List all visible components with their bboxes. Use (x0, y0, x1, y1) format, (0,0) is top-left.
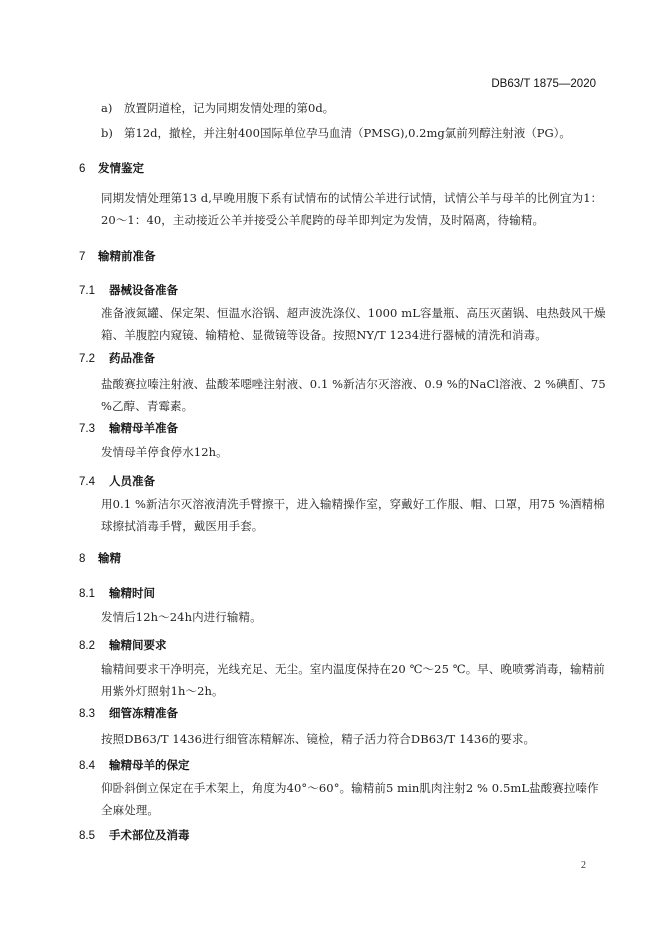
list-marker: b) (101, 126, 113, 140)
paragraph-7-1: 准备液氮罐、保定架、恒温水浴锅、超声波洗涤仪、1000 mL容量瓶、高压灭菌锅、电热鼓风干燥箱、羊腹腔内窥镜、输精枪、显微镜等设备。按照NY/T 1234进行器械的清洗和消毒。 (101, 306, 606, 342)
heading-6 (79, 160, 144, 176)
list-item-b (101, 125, 571, 141)
paragraph-8-3: 按照DB63/T 1436进行细管冻精解冻、镜检，精子活力符合DB63/T 1436的要求。 (101, 732, 536, 746)
paragraph-8-4: 仰卧斜倒立保定在手术架上，角度为40°～60°。输精前5 min肌肉注射2 % 0.5mL盐酸赛拉嗪作全麻处理。 (101, 781, 599, 817)
list-text: 第12d，撤栓，并注射400国际单位孕马血清（PMSG),0.2mg氯前列醇注射液（PG）。 (124, 126, 571, 140)
heading-8-3 (79, 705, 178, 721)
heading-title: 输精母羊准备 (109, 423, 178, 435)
heading-number: 6 (79, 163, 86, 175)
paragraph-7-4: 用0.1 %新洁尔灭溶液清洗手臂擦干，进入输精操作室，穿戴好工作服、帽、口罩，用75 %酒精棉球擦拭消毒手臂，戴医用手套。 (101, 497, 605, 533)
heading-number: 7.4 (79, 476, 95, 488)
paragraph-8-2: 输精间要求干净明亮，光线充足、无尘。室内温度保持在20 ℃～25 ℃。早、晚喷雾消毒，输精前用紫外灯照射1h～2h。 (101, 662, 605, 698)
page-number: 2 (581, 860, 586, 871)
heading-title: 细管冻精准备 (109, 708, 178, 720)
heading-title: 发情鉴定 (98, 163, 144, 175)
heading-title: 输精前准备 (98, 251, 156, 263)
heading-title: 输精间要求 (109, 640, 167, 652)
heading-title: 手术部位及消毒 (109, 830, 190, 842)
list-item-a (101, 100, 334, 116)
paragraph-7-2: 盐酸赛拉嗪注射液、盐酸苯噁唑注射液、0.1 %新洁尔灭溶液、0.9 %的NaCl溶液、2 %碘酊、75 %乙醇、青霉素。 (101, 377, 606, 413)
heading-7-1 (79, 282, 178, 298)
heading-title: 器械设备准备 (109, 285, 178, 297)
heading-number: 8.2 (79, 640, 95, 652)
heading-title: 人员准备 (109, 476, 155, 488)
heading-8-2 (79, 637, 167, 653)
heading-8-4 (79, 757, 190, 773)
paragraph-6: 同期发情处理第13 d,早晚用腹下系有试情布的试情公羊进行试情，试情公羊与母羊的比例宜为1：20～1：40，主动接近公羊并接受公羊爬跨的母羊即判定为发情，及时隔离，待输精。 (101, 191, 603, 227)
heading-title: 输精时间 (109, 588, 155, 600)
doc-header-id: DB63/T 1875—2020 (491, 78, 596, 90)
heading-number: 8.1 (79, 588, 95, 600)
heading-7 (79, 248, 156, 264)
heading-number: 8.5 (79, 830, 95, 842)
heading-number: 8.3 (79, 708, 95, 720)
heading-7-2 (79, 350, 155, 366)
heading-8 (79, 550, 121, 566)
heading-title: 输精母羊的保定 (109, 760, 190, 772)
paragraph-7-3: 发情母羊停食停水12h。 (101, 445, 228, 459)
heading-8-1 (79, 585, 155, 601)
heading-number: 7.1 (79, 285, 95, 297)
paragraph-8-1: 发情后12h～24h内进行输精。 (101, 610, 262, 624)
heading-7-3 (79, 420, 178, 436)
heading-title: 药品准备 (109, 353, 155, 365)
heading-number: 7.2 (79, 353, 95, 365)
heading-number: 7.3 (79, 423, 95, 435)
list-text: 放置阴道栓，记为同期发情处理的第0d。 (124, 101, 335, 115)
heading-title: 输精 (98, 553, 121, 565)
list-marker: a) (101, 101, 113, 115)
heading-8-5 (79, 827, 190, 843)
heading-number: 8.4 (79, 760, 95, 772)
heading-7-4 (79, 473, 155, 489)
heading-number: 7 (79, 251, 86, 263)
heading-number: 8 (79, 553, 86, 565)
